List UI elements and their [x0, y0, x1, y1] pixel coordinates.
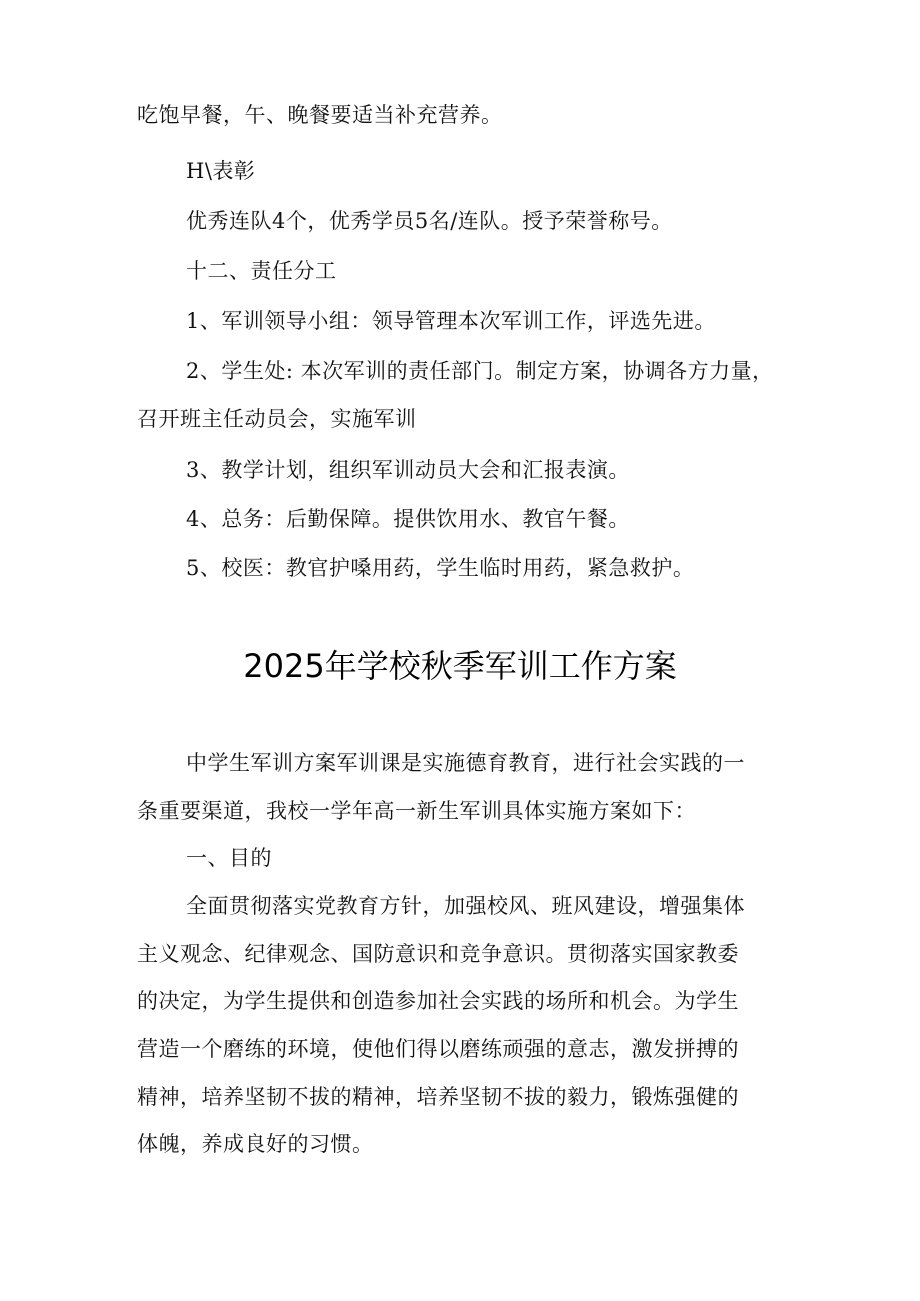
paragraph-intro-line-2: 条重要渠道，我校一学年高一新生军训具体实施方案如下： — [137, 799, 696, 823]
list-item-student-office: 2、学生处: 本次军训的责任部门。制定方案，协调各方力量， — [186, 359, 774, 383]
paragraph-intro-line-1: 中学生军训方案军训课是实施德育教育，进行社会实践的一 — [186, 751, 745, 775]
paragraph-purpose-line-3: 的决定，为学生提供和创造参加社会实践的场所和机会。为学生 — [137, 989, 739, 1013]
section-heading-purpose: 一、目的 — [186, 846, 272, 870]
text-line-commendation: 优秀连队4个，优秀学员5名/连队。授予荣誉称号。 — [186, 209, 673, 233]
paragraph-purpose-line-5: 精神，培养坚韧不拔的精神，培养坚韧不拔的毅力，锻炼强健的 — [137, 1085, 739, 1109]
list-item-student-office-cont: 召开班主任动员会，实施军训 — [137, 407, 417, 431]
paragraph-purpose-line-1: 全面贯彻落实党教育方针，加强校风、班风建设，增强集体 — [186, 894, 745, 918]
list-item-school-doctor: 5、校医：教官护嗓用药，学生临时用药，紧急救护。 — [186, 556, 695, 580]
list-item-teaching-plan: 3、教学计划，组织军训动员大会和汇报表演。 — [186, 458, 630, 482]
list-item-general-affairs: 4、总务：后勤保障。提供饮用水、教官午餐。 — [186, 507, 630, 531]
paragraph-purpose-line-4: 营造一个磨练的环境，使他们得以磨练顽强的意志，激发拼搏的 — [137, 1037, 739, 1061]
paragraph-purpose-line-6: 体魄，养成良好的习惯。 — [137, 1132, 374, 1156]
list-item-leadership: 1、军训领导小组：领导管理本次军训工作，评选先进。 — [186, 309, 716, 333]
paragraph-purpose-line-2: 主义观念、纪律观念、国防意识和竞争意识。贯彻落实国家教委 — [137, 942, 739, 966]
document-title: 2025年学校秋季军训工作方案 — [243, 647, 677, 685]
text-line-nutrition: 吃饱早餐，午、晚餐要适当补充营养。 — [137, 103, 503, 127]
section-heading-commendation: H\表彰 — [186, 159, 256, 183]
section-heading-responsibility: 十二、责任分工 — [186, 259, 337, 283]
